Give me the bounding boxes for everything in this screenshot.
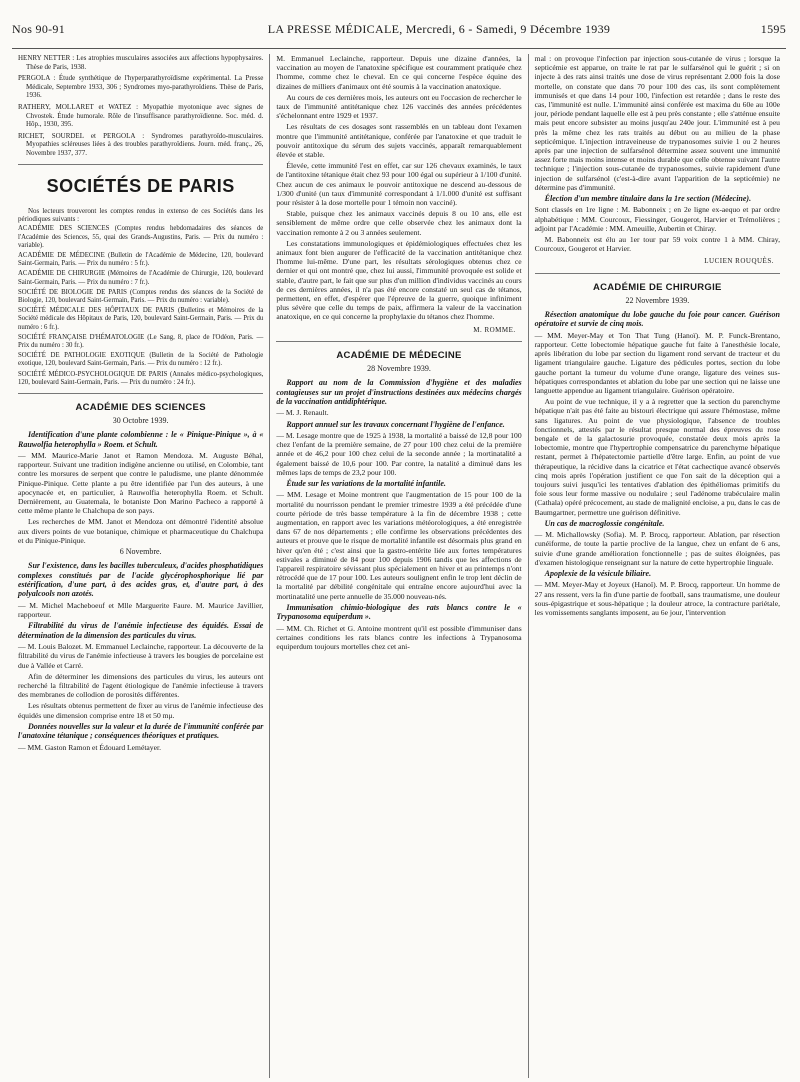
header-rule (12, 48, 786, 49)
column-3 (528, 54, 786, 1078)
section-heading: ACADÉMIE DE MÉDECINE (336, 349, 462, 361)
article-text: M. Emmanuel Leclainche, rapporteur. Depuis une dizaine d'années, la vaccination au moyen de l'anatoxine spécifique est couramment pratiquée chez l'homme, comme chez le cheval. En ce qui concerne l'espèce équine des dizaines de milliers d'animaux ont été soumis à la vaccination anatoxique. (276, 54, 522, 91)
society-item: SOCIÉTÉ MÉDICALE DES HÔPITAUX DE PARIS (Bulletins et Mémoires de la Société médicale des Hôpitaux de Paris, 120, boulevard Saint-Germain, Paris. — Prix du numéro : 6 fr.). (18, 307, 264, 331)
reference-item: HENRY NETTER : Les atrophies musculaires associées aux affections hypophysaires. Thèse de Paris, 1938. (18, 54, 264, 71)
article-text: — MM. Meyer-May et Ton That Tung (Hanoï). M. P. Funck-Brentano, rapporteur. Cette lobectomie hépatique gauche fut faite à l'anesthésie locale, après libération du lobe par section du ligament rond servant de tracteur et du ligament triangulaire gauche. Ligature des pédicules portes, section du lobe gauche portant la tumeur du volume d'une orange, ligature des veines sus-hépatiques correspondantes et ablation du lobe par une section qui ne laisse une languette appendue au ligament triangulaire. Guérison opératoire. (534, 330, 780, 395)
society-item: SOCIÉTÉ DE PATHOLOGIE EXOTIQUE (Bulletin de la Société de Pathologie exotique, 120, boulevard Saint-Germain, Paris. — Prix du numéro : 12 fr.). (18, 352, 264, 368)
article-text: — M. Michel Macheboeuf et Mlle Marguerite Faure. M. Maurice Javillier, rapporteur. (18, 600, 264, 620)
society-item: ACADÉMIE DE CHIRURGIE (Mémoires de l'Académie de Chirurgie, 120, boulevard Saint-Germain, Paris. — Prix du numéro : 7 fr.). (18, 270, 264, 286)
article-title: Un cas de macroglossie congénitale. (544, 518, 665, 528)
page-number: 1595 (760, 22, 786, 36)
article-text: Les recherches de MM. Janot et Mendoza ont démontré l'identité absolue aux divers points de vue botanique, chimique et pharmaceutique du Chalchupa et du Pinique-Pinique. (18, 517, 264, 545)
main-title: SOCIÉTÉS DE PARIS (46, 175, 235, 196)
society-item: ACADÉMIE DE MÉDECINE (Bulletin de l'Académie de Médecine, 120, boulevard Saint-Germain, Paris. — Prix du numéro : 5 fr.). (18, 251, 264, 268)
session-date: 30 Octobre 1939. (112, 416, 169, 425)
article-text: M. Babonneix est élu au 1er tour par 59 voix contre 1 à MM. Chiray, Courcoux, Gougerot et Harvier. (534, 235, 780, 254)
issue-number: Nos 90-91 (12, 22, 66, 36)
article-text: — M. Lesage montre que de 1925 à 1938, la mortalité a baissé de 12,8 pour 100 chez l'enfant de la première semaine, de 27 pour 100 chez celui de la première année et de 46,2 pour 100 chez celui de la seconde année ; la mortinatalité a également baissé de 10,6 pour 100. Par contre, la natalité a diminué dans les mêmes laps de temps de 23,2 pour 100. (276, 430, 522, 477)
society-item: SOCIÉTÉ MÉDICO-PSYCHOLOGIQUE DE PARIS (Annales médico-psychologiques, 120, boulevard Saint-Germain, Paris. — Prix du numéro : 24 fr.). (18, 370, 264, 386)
article-title: Sur l'existence, dans les bacilles tuberculeux, d'acides phosphatidiques complexes constitués par de l'acide glycérophosphorique lié par estérification, d'une part, à des acides gras, et, d'autre part, à des polyalcools non azotés. (18, 561, 264, 599)
article-text: Les constatations immunologiques et épidémiologiques effectuées chez les animaux font bien augurer de l'efficacité de la vaccination antitétanique chez l'homme lui-même. D'une part, les résultats sérologiques obtenus chez ce dernier et qui ont montré que, chez lui aussi, l'immunité provoquée est solide et stable, d'autre part, le fait que sur plus d'un million d'individus vaccinés au cours de ces dernières années, il n'a pas été encore constaté un seul cas de tétanos, permettent, en effet, d'espérer que l'épreuve de la guerre, quoique infiniment plus sévère que celle du temps de paix, affirmera la valeur de la vaccination anatoxique, en ce qui concerne la prophylaxie du tétanos chez l'homme. (276, 238, 522, 322)
article-title: Rapport annuel sur les travaux concernant l'hygiène de l'enfance. (286, 419, 505, 429)
article-text: Les résultats de ces dosages sont rassemblés en un tableau dont l'examen montre que l'immunité antitétanique, conférée par l'anatoxine et que traduit le pouvoir antitoxique du sérum des sujets vaccinés, apparaît remarquablement élevée et stable. (276, 122, 522, 160)
reference-item: RATHERY, MOLLARET et WATEZ : Myopathie myotonique avec signes de Chvostek. Étude humorale. Rôle de l'insuffisance parathyroïdienne. Soc. méd. d. Hôp., 1930, 395. (18, 102, 264, 129)
divider (276, 341, 521, 342)
article-text: — M. J. Renault. (276, 408, 329, 418)
article-title: Rapport au nom de la Commission d'hygiène et des maladies contagieuses sur un projet d'instructions destinées aux médecins chargés de la vaccination antidiphtérique. (276, 378, 522, 406)
session-date: 6 Novembre. (119, 547, 162, 557)
journal-title: LA PRESSE MÉDICALE, Mercredi, 6 - Samedi, 9 Décembre 1939 (267, 22, 611, 36)
section-heading: ACADÉMIE DE CHIRURGIE (592, 281, 722, 293)
article-text: — MM. Lesage et Moine montrent que l'augmentation de 15 pour 100 de la mortalité du nourrisson pendant le premier trimestre 1939 a été précédée d'une courte période de très basse température à la fin de décembre 1938 ; cette augmentation, en rapport avec les variations météorologiques, a été enregistrée dans 67 de nos départements ; elle confirme les observations précédentes des auteurs et prouve que le risque de mortalité infantile est désormais plus grand en hiver qu'en été ; c'est ainsi que la gastro-entérite liée aux fortes températures estivales a diminué de 84 pour 100 depuis 1906 tandis que les affections de l'appareil respiratoire sévissant plus spécialement en hiver et au printemps n'ont rétrocédé que de 17 pour 100. Les auteurs soulignent enfin le trop lent déclin de la mortalité par débilité congénitale qui entraîne encore aujourd'hui avec la mortinatalité une perte annuelle de 35.000 nouveau-nés. (276, 490, 522, 601)
article-title: Identification d'une plante colombienne : le « Pinique-Pinique », à « Rauwolfia heterophylla » Roem. et Schult. (18, 430, 264, 449)
article-text: Sont classés en 1re ligne : M. Babonneix ; en 2e ligne ex-aequo et par ordre alphabétique : MM. Courcoux, Fiessinger, Gougerot, Harvier et Trémolières ; adjoint par l'Académie : MM. Ameuille, Aubertin et Chiray. (534, 205, 780, 233)
columns (12, 54, 786, 1078)
article-title: Étude sur les variations de la mortalité infantile. (286, 478, 446, 488)
column-1 (12, 54, 269, 1078)
page-header (12, 0, 786, 52)
intro-text: Nos lecteurs trouveront les comptes rendus in extenso de ces Sociétés dans les périodiques suivants : (18, 206, 264, 223)
article-text: — M. Michallowsky (Sofia). M. P. Brocq, rapporteur. Ablation, par résection cunéiforme, de toute la partie proclive de la langue, chez un enfant de 6 ans, suivie d'une grande amélioration fonctionnelle ; pas de suites éloignées, pas d'examen histologique renseignant sur la nature de cette hypertrophie linguale. (534, 530, 780, 567)
article-text: Les résultats obtenus permettent de fixer au virus de l'anémie infectieuse des équidés une dimension comprise entre 18 et 50 mμ. (18, 701, 264, 720)
article-text: Afin de déterminer les dimensions des particules du virus, les auteurs ont recherché la filtrabilité de l'agent étiologique de l'anémie infectieuse à travers des membranes de collodion de porosités différentes. (18, 671, 264, 700)
article-text: mal : on provoque l'infection par injection sous-cutanée de virus ; lorsque la septicémie est apparue, on traite le rat par le sulfarsénol qui le guérit ; si on injecte à des rats ainsi traités une dose de virus représentant 2.000 fois la dose mortelle, on constate que dans 70 pour 100 des cas, ils sont complètement immunisés et que dans 14 pour 100, l'infection est retardée ; dans le reste des cas, l'immunité est nulle. L'immunité ainsi conférée est maxima du 60e au 100e jour, période pendant laquelle elle est à peu près constante ; elle s'atténue ensuite mais peut encore subsister au moins jusqu'au 240e jour. L'immunité est à peu près la même chez les rats traités au début ou au milieu de la phase septicémique. L'injection intraveineuse de trypanosomes suivie 1 ou 2 heures après par une injection de sulfarsénol détermine assez souvent une immunité assez forte mais moins intense et moins durable que celle obtenue suivant l'autre technique ; l'injection sous-cutanée de trypanosomes, suivie rapidement d'une injection de sulfarsénol (c'est-à-dire avant l'apparition de la septicémie) ne détermine pas d'immunité. (534, 54, 780, 192)
societies-list (18, 225, 263, 387)
session-date: 22 Novembre 1939. (625, 295, 690, 305)
society-item: ACADÉMIE DES SCIENCES (Comptes rendus hebdomadaires des séances de l'Académie des Sciences, 55, quai des Grands-Augustins, Paris. — Prix du numéro : variable). (18, 225, 264, 249)
reference-item: RICHET, SOURDEL et PERGOLA : Syndromes parathyroïdo-musculaires. Myopathies scléreuses liées à des troubles parathyroïdiens. Journ. méd. franç., 26, Novembre 1937, 377. (18, 131, 264, 157)
society-item: SOCIÉTÉ DE BIOLOGIE DE PARIS (Comptes rendus des séances de la Société de Biologie, 120, boulevard Saint-Germain, Paris. — Prix du numéro : variable). (18, 288, 264, 304)
references (18, 54, 263, 158)
article-title: Élection d'un membre titulaire dans la 1re section (Médecine). (544, 194, 752, 204)
society-item: SOCIÉTÉ FRANÇAISE D'HÉMATOLOGIE (Le Sang, 8, place de l'Odéon, Paris. — Prix du numéro : 30 fr.). (18, 333, 264, 349)
article-text: — MM. Gaston Ramon et Édouard Lemétayer. (18, 742, 161, 752)
divider (18, 393, 263, 394)
article-text: — M. Louis Balozet. M. Emmanuel Leclainche, rapporteur. La découverte de la filtrabilité du virus de l'anémie infectieuse à travers les bougies de porcelaine est due à Vallée et Carré. (18, 642, 264, 670)
article-title: Immunisation chimio-biologique des rats blancs contre le « Trypanosoma equiperdum ». (276, 602, 522, 622)
session-date: 28 Novembre 1939. (367, 363, 431, 373)
author-signature: LUCIEN ROUQUÈS. (704, 257, 774, 266)
article-text: Élevée, cette immunité l'est en effet, car sur 126 chevaux examinés, le taux de l'antitoxine tétanique était chez 93 pour 100 égal ou supérieur à 1/100 d'unité. Chez aucun de ces animaux le pouvoir antitoxique ne descend au-dessous de 1/300 d'unité (un taux d'immunité correspondant à 1/1.000 d'unité est suffisant pour résister à la dose mortelle pour 1 témoin non vacciné). (276, 161, 522, 208)
article-text: Au point de vue technique, il y a à regretter que la section du parenchyme hépatique n'ait pas été faite au bistouri électrique qui assure l'hémostase, même sans ligatures. Au point de vue physiologique, l'absence de troubles fonctionnels, attestés par le résultat presque normal des épreuves du rose bengale et de la galactosurie provoquée, constatée deux mois après la lobectomie, montre que l'hypertrophie compensatrice du parenchyme hépatique restant, permet à l'hépatectomie partielle d'être large. Enfin, au point de vue thérapeutique, la récidive dans la cicatrice et l'état cachectique avancé observés cinq mois après l'opération justifient ce que l'on sait de la déception qui a toujours suivi jusqu'ici les tentatives d'ablation des épithéliomas primitifs du foie sous leur forme massive ou nodulaire ; seul l'adénome trabéculaire malin (Cathala) opéré précocement, au stade de malignité encloise, a pu, dans le cas de Baumgartner, permettre une guérison définitive. (534, 397, 780, 517)
column-2 (269, 54, 527, 1078)
article-title: Résection anatomique du lobe gauche du foie pour cancer. Guérison opératoire et survie de cinq mois. (534, 309, 780, 329)
author-signature: M. ROMME. (473, 325, 516, 334)
article-text: Au cours de ces dernières mois, les auteurs ont eu l'occasion de rechercher le taux de l'immunité antitétanique chez 126 vaccinés des années précédentes s'échelonnant entre 1929 et 1937. (276, 92, 522, 121)
divider (535, 273, 780, 274)
article-title: Données nouvelles sur la valeur et la durée de l'immunité conférée par l'anatoxine tétanique ; conséquences théoriques et pratiques. (18, 721, 264, 741)
article-text: — MM. Meyer-May et Joyeux (Hanoï). M. P. Brocq, rapporteur. Un homme de 27 ans ressent, vers la fin d'une partie de football, sans traumatisme, une douleur sous-épigastrique et sous-hépatique ; la douleur atroce, la contracture pariétale, les vomissements sanglants imposent, au 6e jour, l'intervention (534, 580, 780, 617)
divider (18, 164, 263, 165)
reference-item: PERGOLA : Étude synthétique de l'hyperparathyroïdisme expérimental. La Presse Médicale, Septembre 1933, 306 ; Syndromes myo-parathyroïdiens. Thèse de Paris, 1936. (18, 74, 264, 100)
article-title: Filtrabilité du virus de l'anémie infectieuse des équidés. Essai de détermination de la dimension des particules du virus. (18, 621, 264, 640)
section-heading: ACADÉMIE DES SCIENCES (75, 402, 206, 413)
article-text: Stable, puisque chez les animaux vaccinés depuis 8 ou 10 ans, elle est sensiblement de même ordre que celle observée chez les animaux dont la vaccination remonte à 2 ou 3 années seulement. (276, 209, 522, 237)
article-title: Apoplexie de la vésicule biliaire. (544, 568, 652, 578)
article-text: — MM. Ch. Richet et G. Antoine montrent qu'il est possible d'immuniser dans certaines conditions les rats blancs contre les infections à Trypanosoma equiperdum toujours mortelles chez cet ani- (276, 623, 522, 651)
article-text: — MM. Maurice-Marie Janot et Ramon Mendoza. M. Auguste Béhal, rapporteur. Suivant une tradition indigène ancienne ou utilisé, en Colombie, tant contre les morsures de serpent que contre le paludisme, une plante dénommée Pinique-Pinique. Cette plante a pu être identifiée par l'un des auteurs, à une apocynacée et, en particulier, à Rauwolfia heterophylla Roem. et Schult. Dernièrement, au Guatemala, le botaniste Don Marino Pacheco a rapporté à cette même plante le Chalchupa de son pays. (18, 451, 264, 516)
